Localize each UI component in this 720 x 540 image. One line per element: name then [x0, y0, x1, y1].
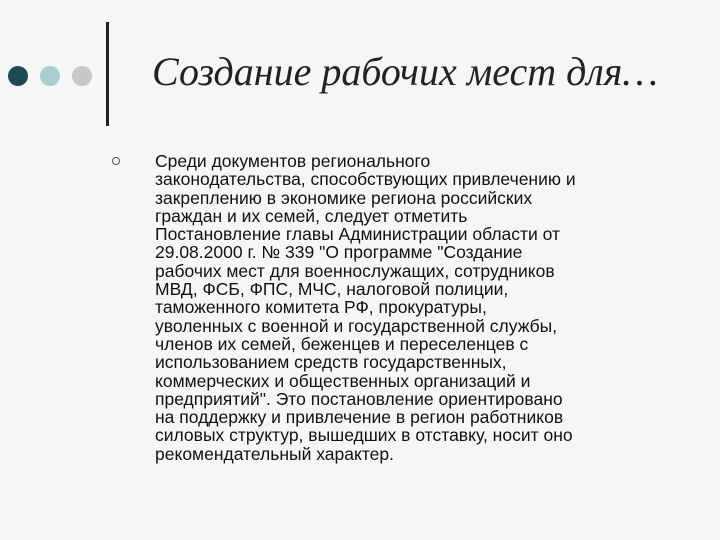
title-divider [106, 22, 109, 126]
slide-title: Создание рабочих мест для… [152, 49, 658, 94]
light-blue-dot-icon [40, 66, 60, 86]
gray-dot-icon [72, 66, 92, 86]
slide-content [112, 152, 692, 463]
bullet-item [112, 152, 692, 463]
bullet-text: Среди документов регионального законодательства, способствующих привлечению и закреплению в экономике региона российских граждан и их семей, следует отметить Постановление главы Администрации области от 29.08.2000 г. № 339 "О программе "Создание рабочих мест для военнослужащих, сотрудников МВД, ФСБ, ФПС, МЧС, налоговой полиции, таможенного комитета РФ, прокуратуры, уволенных с военной и государственной службы, членов их семей, беженцев и переселенцев с использованием средств государственных, коммерческих и общественных организаций и предприятий". Это постановление ориентировано на поддержку и привлечение в регион работников силовых структур, вышедших в отставку, носит оно рекомендательный характер. [155, 151, 576, 464]
hollow-circle-bullet-icon [112, 157, 120, 165]
dark-teal-dot-icon [8, 66, 28, 86]
